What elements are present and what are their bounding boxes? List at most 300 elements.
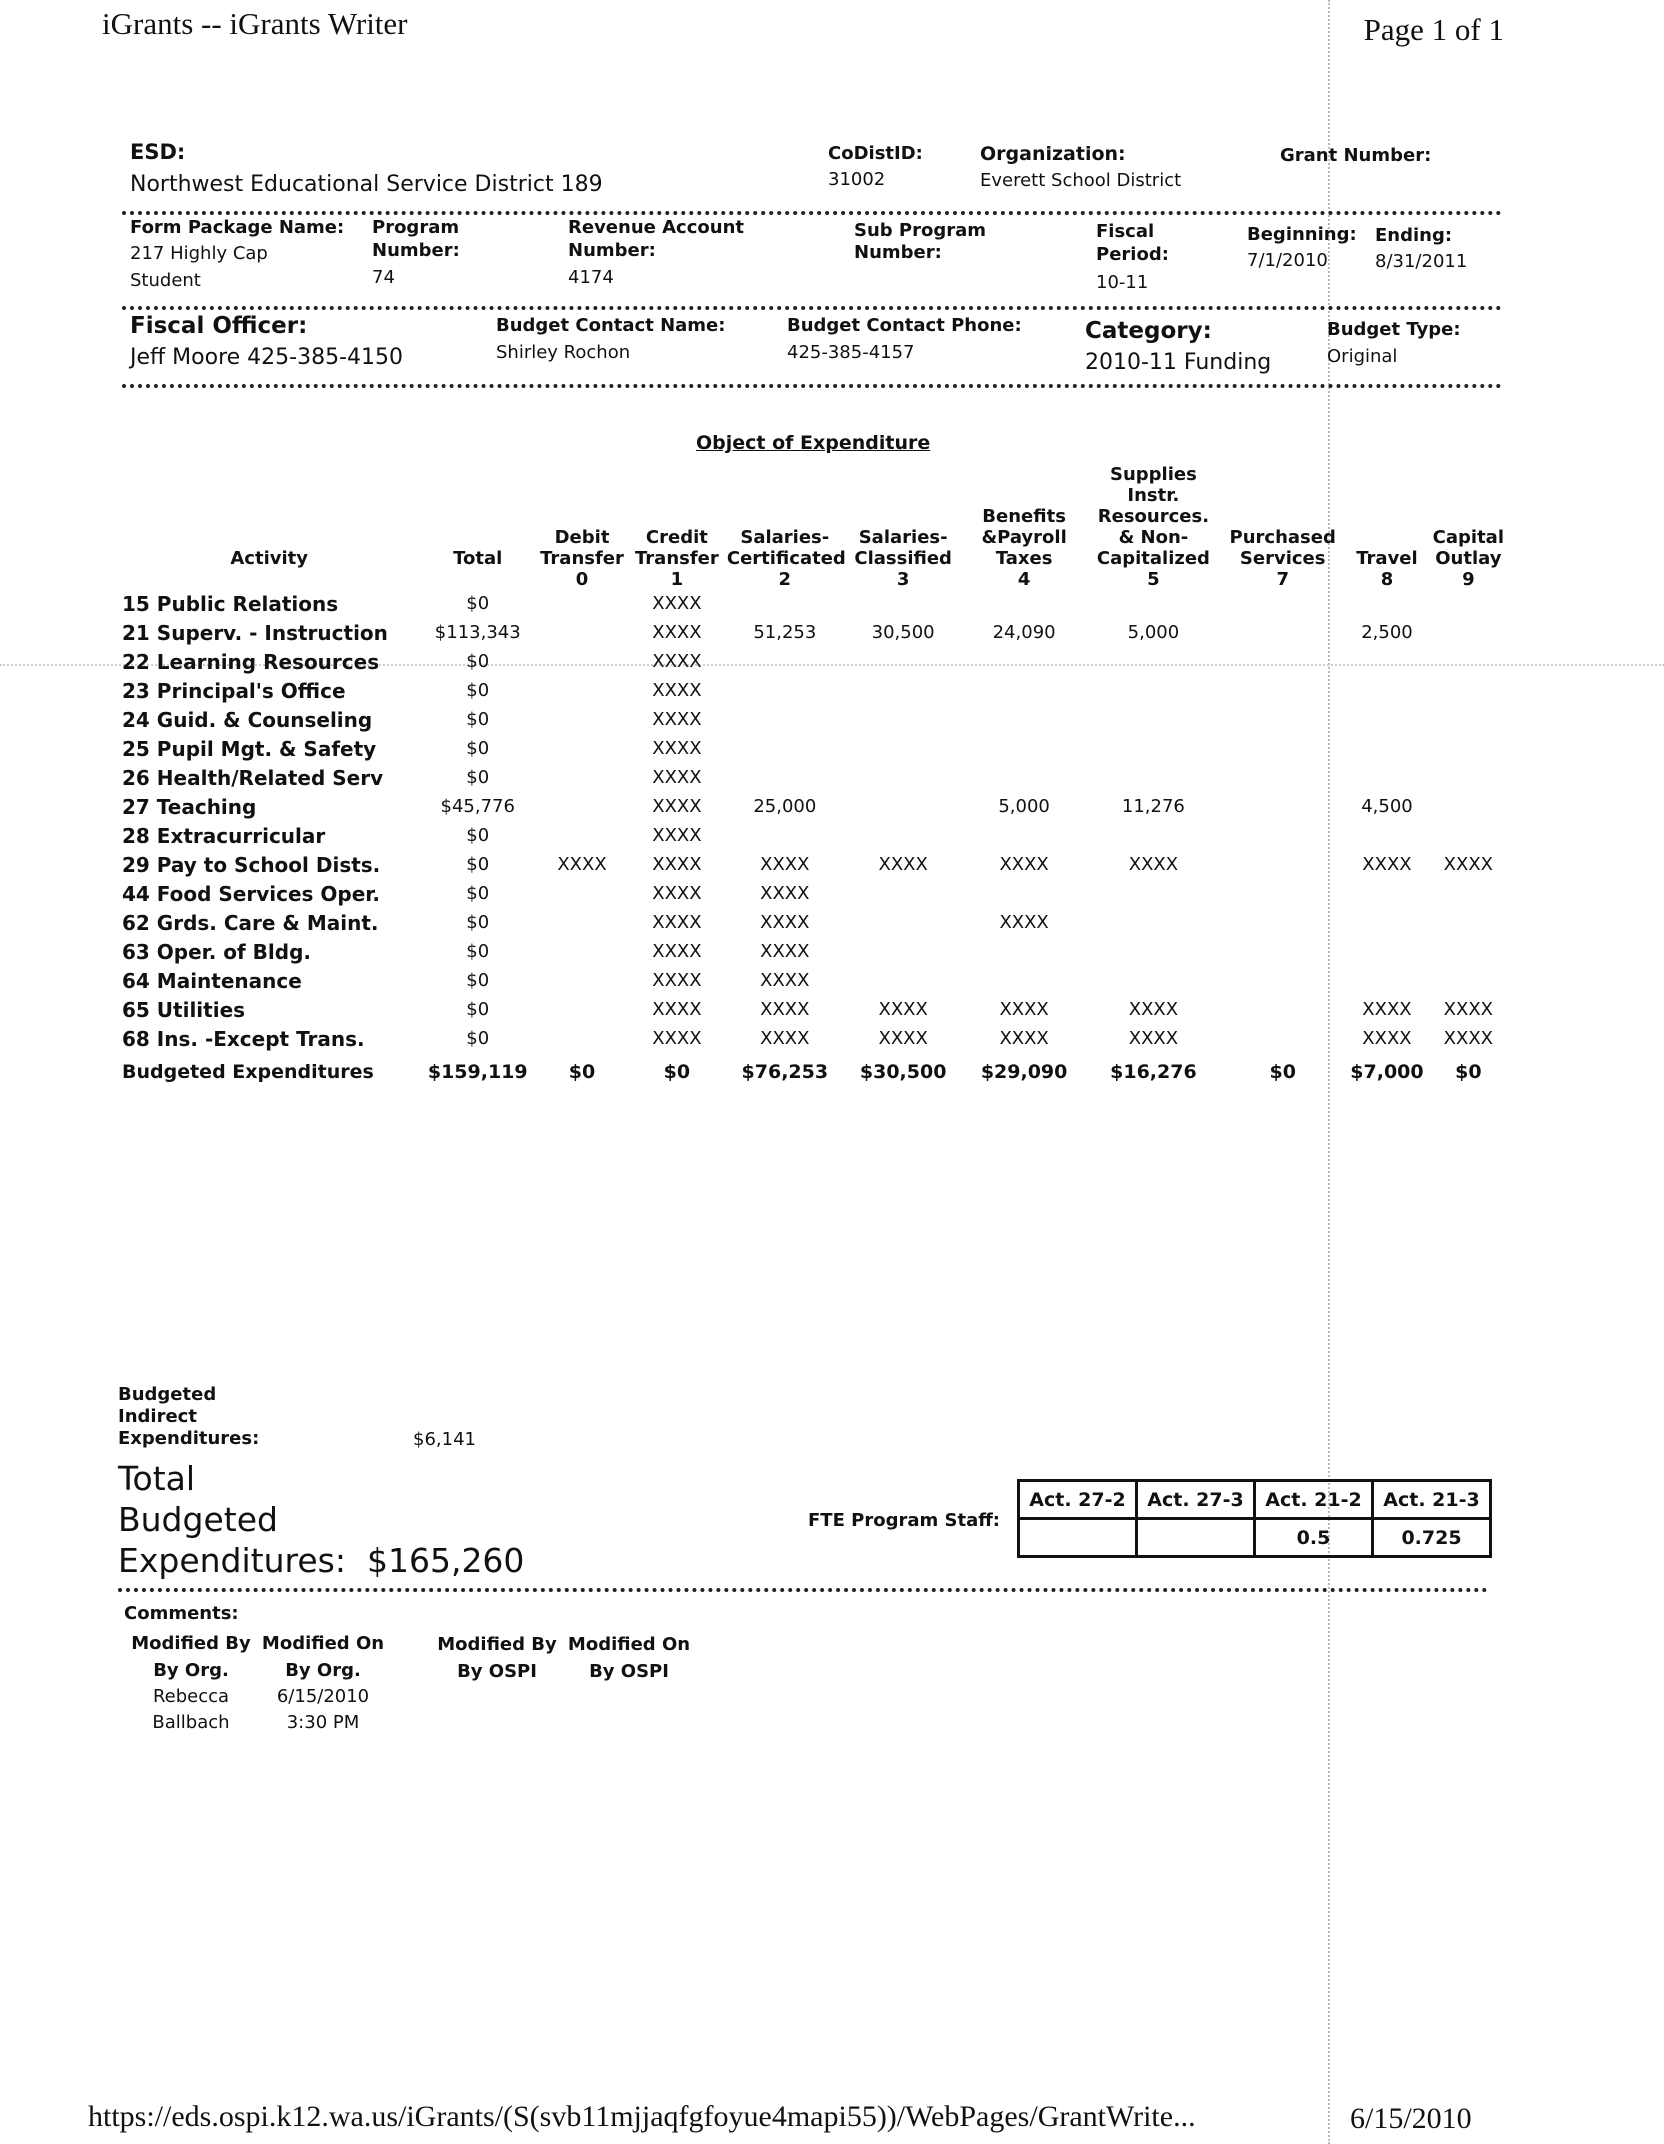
amount-cell [1087,677,1220,706]
total-cell: $29,090 [980,1061,1068,1083]
amount-cell [1429,619,1508,648]
amount-cell [845,967,962,996]
amount-cell: XXXX [1362,854,1412,875]
column-header: Modified By [131,1633,251,1654]
amount-cell: $0 [466,854,490,875]
amount-cell: XXXX [1443,999,1493,1020]
amount-cell: $0 [466,767,490,788]
column-code: 4 [1017,569,1031,590]
codist-label: CoDistID: [828,143,923,164]
page-title: iGrants -- iGrants Writer [102,6,408,41]
table-row [118,619,1508,648]
amount-cell: XXXX [1443,1028,1493,1049]
column-header: Credit Transfer [635,527,719,569]
amount-cell [535,590,629,619]
program-number-value: 74 [372,267,395,288]
amount-cell [1220,1025,1345,1054]
column-code: 0 [575,569,589,590]
amount-cell [535,909,629,938]
column-header: Debit Transfer [540,527,624,569]
amount-cell [845,648,962,677]
amount-cell: 25,000 [753,796,817,817]
activity-cell: 27 Teaching [122,795,257,819]
activity-cell: 22 Learning Resources [122,650,380,674]
amount-cell [1087,967,1220,996]
amount-cell: $0 [466,941,490,962]
amount-cell [1087,822,1220,851]
amount-cell: $0 [466,825,490,846]
amount-cell: XXXX [760,854,810,875]
column-header: Modified By [437,1634,557,1655]
amount-cell [1220,648,1345,677]
amount-cell [1429,822,1508,851]
grand-total-line: Expenditures: [118,1541,346,1580]
revenue-account-value: 4174 [568,267,614,288]
fte-header: Act. 21-2 [1255,1481,1373,1519]
budget-contact-phone-value: 425-385-4157 [787,342,915,363]
amount-cell [1220,880,1345,909]
table-row [118,764,1508,793]
amount-cell: XXXX [652,622,702,643]
fte-label: FTE Program Staff: [808,1510,1000,1531]
amount-cell [535,822,629,851]
activity-cell: 23 Principal's Office [122,679,346,703]
amount-cell: 2,500 [1361,622,1413,643]
total-cell: $30,500 [859,1061,947,1083]
column-header: Capital Outlay [1432,527,1504,569]
organization-value: Everett School District [980,170,1182,191]
amount-cell [962,880,1087,909]
footer-date: 6/15/2010 [1350,2102,1472,2135]
amount-cell: $0 [466,738,490,759]
fiscal-period-label-2: Period: [1096,244,1169,265]
comments-label: Comments: [124,1603,239,1624]
fte-header: Act. 27-2 [1019,1481,1137,1519]
amount-cell: XXXX [652,999,702,1020]
amount-cell: XXXX [652,593,702,614]
amount-cell: XXXX [652,970,702,991]
amount-cell [1429,793,1508,822]
column-code: 8 [1380,569,1394,590]
ending-label: Ending: [1375,225,1453,246]
ending-value: 8/31/2011 [1375,251,1468,272]
amount-cell: XXXX [1362,1028,1412,1049]
amount-cell [845,735,962,764]
amount-cell: XXXX [1128,1028,1179,1049]
amount-cell [845,880,962,909]
amount-cell: XXXX [652,651,702,672]
budget-type-value: Original [1327,346,1398,367]
sub-program-label-2: Number: [854,242,942,263]
column-code: 9 [1462,569,1475,590]
column-header: Salaries- Classified [854,527,952,569]
grand-total-line: Total [118,1459,196,1498]
amount-cell [1220,677,1345,706]
amount-cell: XXXX [999,854,1049,875]
modified-by-org [126,1630,256,1736]
amount-cell: XXXX [652,796,702,817]
amount-cell [1220,590,1345,619]
fiscal-period-label: Fiscal [1096,221,1155,242]
amount-cell [535,735,629,764]
amount-cell: $0 [466,883,490,904]
amount-cell [1087,735,1220,764]
amount-cell: $45,776 [440,796,515,817]
amount-cell [1345,938,1428,967]
column-header: Modified On [261,1633,385,1654]
indirect-label-2: Indirect [118,1406,197,1427]
modified-on-value: 3:30 PM [286,1712,360,1733]
amount-cell [962,938,1087,967]
amount-cell [1220,706,1345,735]
table-row [118,677,1508,706]
budget-contact-name-value: Shirley Rochon [496,342,631,363]
column-code [118,569,420,590]
amount-cell [1345,648,1428,677]
amount-cell [1345,822,1428,851]
amount-cell: XXXX [652,767,702,788]
object-of-expenditure-heading: Object of Expenditure [696,432,931,454]
modified-by-value: Ballbach [152,1712,230,1733]
amount-cell: 30,500 [871,622,935,643]
amount-cell [535,677,629,706]
table-row [118,967,1508,996]
fte-value [1137,1519,1255,1557]
table-code-row [118,569,1508,590]
indirect-label-3: Expenditures: [118,1428,260,1449]
grand-total-line: Budgeted [118,1500,278,1539]
fte-header: Act. 21-3 [1373,1481,1491,1519]
amount-cell: XXXX [760,970,810,991]
column-code: 7 [1276,569,1289,590]
activity-cell: 63 Oper. of Bldg. [122,940,311,964]
amount-cell: XXXX [652,680,702,701]
table-row [118,706,1508,735]
totals-label: Budgeted Expenditures [122,1061,374,1083]
amount-cell: 5,000 [1127,622,1180,643]
activity-cell: 21 Superv. - Instruction [122,621,388,645]
expenditure-table-body [118,590,1508,1087]
fte-header: Act. 27-3 [1137,1481,1255,1519]
amount-cell: $0 [466,912,490,933]
activity-cell: 26 Health/Related Serv [122,766,384,790]
amount-cell [1087,938,1220,967]
amount-cell [725,764,845,793]
table-row [118,996,1508,1025]
esd-value: Northwest Educational Service District 189 [130,172,603,197]
beginning-label: Beginning: [1247,224,1357,245]
organization-label: Organization: [980,143,1126,165]
amount-cell: $0 [466,1028,490,1049]
fiscal-period-value: 10-11 [1096,272,1149,293]
column-code: 2 [778,569,792,590]
amount-cell: $0 [466,999,490,1020]
amount-cell [1429,880,1508,909]
table-header-row [118,464,1508,569]
amount-cell [1087,880,1220,909]
amount-cell: XXXX [1128,999,1179,1020]
total-cell: $0 [568,1061,596,1083]
amount-cell: XXXX [652,854,702,875]
amount-cell [725,735,845,764]
column-header: Activity [230,548,308,569]
amount-cell [1220,735,1345,764]
column-header: By OSPI [457,1661,537,1682]
table-row [118,735,1508,764]
amount-cell: XXXX [999,912,1049,933]
table-row [118,880,1508,909]
amount-cell [535,967,629,996]
amount-cell: XXXX [1362,999,1412,1020]
grant-number-label: Grant Number: [1280,145,1432,166]
column-code [420,569,535,590]
codist-value: 31002 [828,169,886,190]
activity-cell: 24 Guid. & Counseling [122,708,373,732]
amount-cell [962,822,1087,851]
amount-cell [845,677,962,706]
amount-cell [1220,909,1345,938]
amount-cell [725,706,845,735]
amount-cell [845,706,962,735]
amount-cell [535,764,629,793]
activity-cell: 65 Utilities [122,998,246,1022]
amount-cell [535,619,629,648]
amount-cell [1429,735,1508,764]
amount-cell [1429,938,1508,967]
amount-cell [962,590,1087,619]
modified-on-ospi [564,1631,694,1685]
amount-cell [1087,706,1220,735]
program-number-label-2: Number: [372,240,460,261]
amount-cell: $113,343 [434,622,521,643]
amount-cell [845,764,962,793]
grand-total-value: $165,260 [366,1541,525,1580]
amount-cell [1345,677,1428,706]
fiscal-officer-label: Fiscal Officer: [130,313,308,339]
modified-by-ospi [432,1631,562,1685]
fte-table [1017,1479,1492,1558]
expenditure-table [118,464,1508,1087]
amount-cell: XXXX [652,709,702,730]
divider [122,211,1502,215]
amount-cell: XXXX [878,854,928,875]
indirect-label: Budgeted [118,1384,217,1405]
table-row [118,1025,1508,1054]
amount-cell [1220,938,1345,967]
modified-by-value: Rebecca [152,1686,230,1707]
table-row [118,938,1508,967]
amount-cell: $0 [466,970,490,991]
column-header: Total [453,548,503,569]
amount-cell: XXXX [999,1028,1049,1049]
amount-cell [1345,706,1428,735]
table-row [118,793,1508,822]
column-header: Modified On [567,1634,691,1655]
table-row [118,648,1508,677]
total-cell: $0 [1269,1061,1296,1083]
budget-type-label: Budget Type: [1327,319,1461,340]
modified-on-value: 6/15/2010 [276,1686,370,1707]
amount-cell: $0 [466,709,490,730]
divider [122,384,1502,388]
activity-cell: 15 Public Relations [122,592,339,616]
amount-cell: XXXX [652,941,702,962]
amount-cell: XXXX [760,999,810,1020]
amount-cell [1429,677,1508,706]
amount-cell [1345,735,1428,764]
amount-cell: XXXX [760,941,810,962]
divider [122,306,1502,310]
table-row [118,851,1508,880]
sub-program-label: Sub Program [854,220,987,241]
amount-cell [535,1025,629,1054]
budget-contact-name-label: Budget Contact Name: [496,315,726,336]
amount-cell [535,648,629,677]
column-header: Supplies Instr. Resources. & Non- Capitalized [1096,464,1210,569]
modified-on-org [258,1630,388,1736]
amount-cell [535,793,629,822]
category-value: 2010-11 Funding [1085,350,1272,375]
amount-cell [962,967,1087,996]
fiscal-officer-value: Jeff Moore 425-385-4150 [130,345,404,370]
amount-cell [1220,851,1345,880]
amount-cell: $0 [466,680,490,701]
amount-cell: 24,090 [992,622,1056,643]
amount-cell: XXXX [652,912,702,933]
esd-label: ESD: [130,140,186,164]
amount-cell: 5,000 [998,796,1050,817]
amount-cell [962,648,1087,677]
fte-value [1019,1519,1137,1557]
fte-header-row [1019,1481,1491,1519]
amount-cell [1345,590,1428,619]
amount-cell: XXXX [999,999,1049,1020]
amount-cell [1220,793,1345,822]
amount-cell [1429,764,1508,793]
amount-cell [845,590,962,619]
amount-cell: XXXX [878,999,928,1020]
column-header: By OSPI [589,1661,669,1682]
amount-cell: XXXX [652,738,702,759]
amount-cell: XXXX [652,825,702,846]
amount-cell [1087,590,1220,619]
form-package-value-2: Student [130,270,201,291]
form-package-value: 217 Highly Cap [130,243,268,264]
amount-cell [845,938,962,967]
amount-cell [535,996,629,1025]
activity-cell: 64 Maintenance [122,969,302,993]
amount-cell [725,590,845,619]
category-label: Category: [1085,318,1212,344]
amount-cell: XXXX [1443,854,1493,875]
amount-cell [962,764,1087,793]
amount-cell [1220,996,1345,1025]
amount-cell [535,880,629,909]
amount-cell [845,909,962,938]
column-header: Purchased Services [1229,527,1336,569]
amount-cell [1429,909,1508,938]
activity-cell: 29 Pay to School Dists. [122,853,381,877]
table-row [118,909,1508,938]
amount-cell [535,938,629,967]
column-header: Benefits &Payroll Taxes [981,506,1067,569]
amount-cell: XXXX [652,883,702,904]
total-cell: $76,253 [741,1061,829,1083]
total-cell: $0 [1455,1061,1482,1083]
amount-cell: XXXX [652,1028,702,1049]
activity-cell: 62 Grds. Care & Maint. [122,911,379,935]
activity-cell: 68 Ins. -Except Trans. [122,1027,365,1051]
amount-cell [725,648,845,677]
program-number-label: Program [372,217,460,238]
amount-cell [1429,706,1508,735]
amount-cell: 51,253 [753,622,817,643]
form-package-label: Form Package Name: [130,217,345,238]
indirect-value: $6,141 [413,1429,476,1450]
amount-cell [1345,909,1428,938]
totals-row [118,1054,1508,1087]
amount-cell [1087,764,1220,793]
amount-cell [725,822,845,851]
total-cell: $16,276 [1110,1061,1197,1083]
amount-cell [535,706,629,735]
total-cell: $159,119 [427,1061,528,1083]
beginning-value: 7/1/2010 [1247,250,1328,271]
amount-cell [1429,648,1508,677]
amount-cell: 4,500 [1361,796,1413,817]
amount-cell: XXXX [1128,854,1179,875]
budget-contact-phone-label: Budget Contact Phone: [787,315,1022,336]
table-row [118,590,1508,619]
amount-cell [1087,648,1220,677]
amount-cell [1345,967,1428,996]
column-header: By Org. [285,1660,361,1681]
amount-cell: XXXX [557,854,607,875]
activity-cell: 28 Extracurricular [122,824,326,848]
revenue-account-label-2: Number: [568,240,656,261]
column-code: 3 [896,569,910,590]
amount-cell: $0 [466,593,490,614]
amount-cell: XXXX [760,912,810,933]
amount-cell: 11,276 [1121,796,1185,817]
total-cell: $0 [663,1061,691,1083]
amount-cell [725,677,845,706]
amount-cell: $0 [466,651,490,672]
amount-cell [1220,967,1345,996]
revenue-account-label: Revenue Account [568,217,744,238]
amount-cell [1429,590,1508,619]
amount-cell [1220,764,1345,793]
activity-cell: 25 Pupil Mgt. & Safety [122,737,377,761]
amount-cell [1087,909,1220,938]
column-code: 1 [670,569,684,590]
amount-cell: XXXX [760,1028,810,1049]
amount-cell [962,677,1087,706]
amount-cell [1345,880,1428,909]
amount-cell [1345,764,1428,793]
amount-cell: XXXX [878,1028,928,1049]
fte-value: 0.725 [1373,1519,1491,1557]
amount-cell [845,822,962,851]
footer-url: https://eds.ospi.k12.wa.us/iGrants/(S(svb11mjjaqfgfoyue4mapi55))/WebPages/GrantWrite... [88,2100,1196,2133]
amount-cell [1220,619,1345,648]
fte-value-row [1019,1519,1491,1557]
total-cell: $7,000 [1350,1061,1424,1083]
column-header: Salaries- Certificated [726,527,846,569]
page-number: Page 1 of 1 [1363,12,1504,47]
column-header: By Org. [153,1660,229,1681]
amount-cell [845,793,962,822]
